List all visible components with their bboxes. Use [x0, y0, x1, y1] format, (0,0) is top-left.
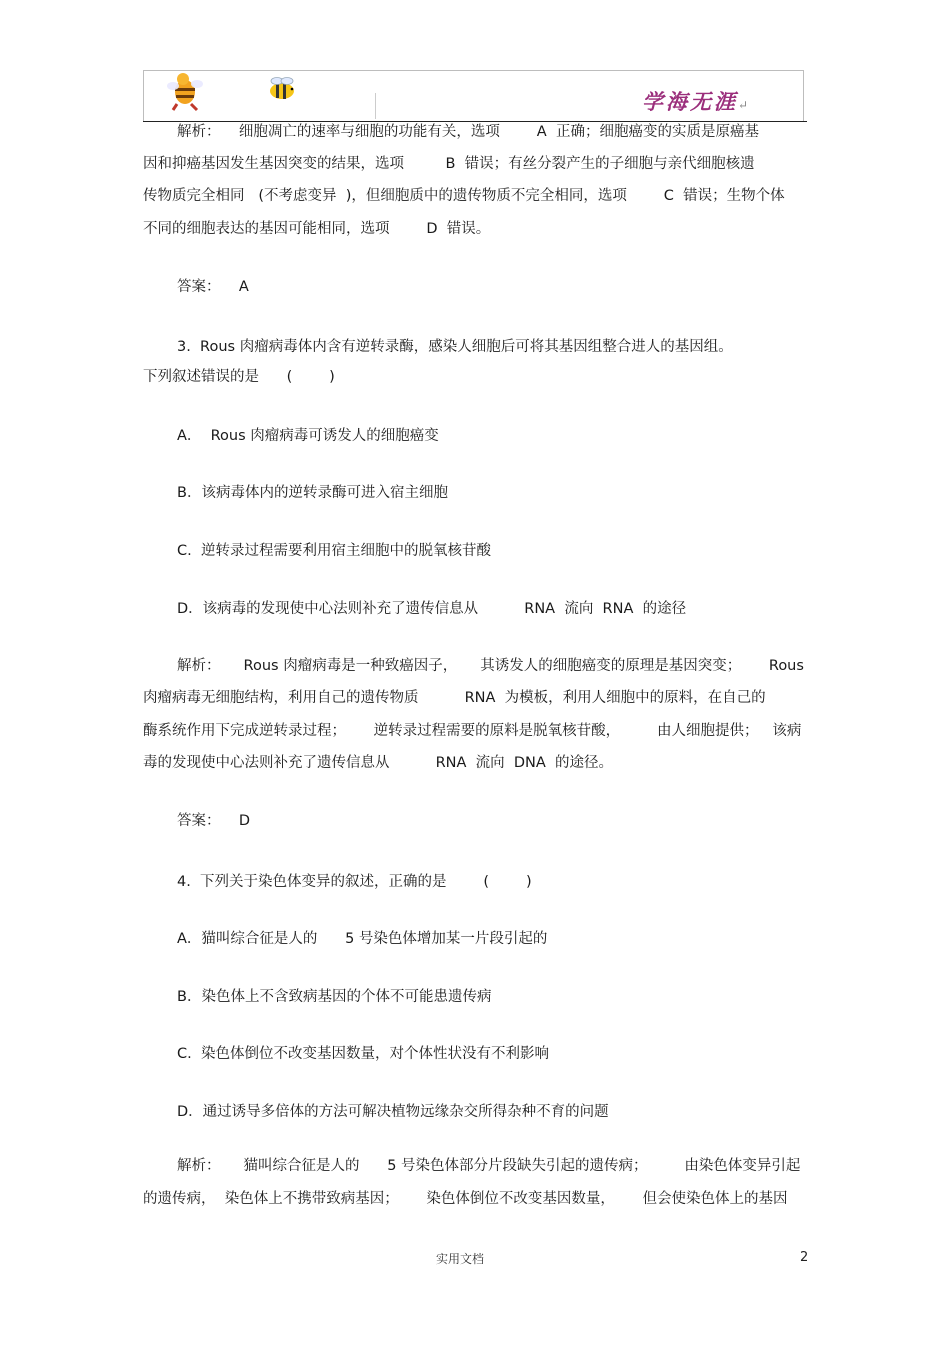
answer-line: 答案： A [177, 279, 249, 295]
text-line: 肉瘤病毒无细胞结构，利用自己的遗传物质 RNA 为模板，利用人细胞中的原料，在自己的 [143, 690, 766, 706]
option-d: D．该病毒的发现使中心法则补充了遗传信息从 RNA 流向 RNA 的途径 [177, 601, 687, 617]
option-b: B．该病毒体内的逆转录酶可进入宿主细胞 [177, 485, 448, 501]
question-3-title: 3. Rous 肉瘤病毒体内含有逆转录酶，感染人细胞后可将其基因组整合进人的基因组。 [177, 339, 733, 355]
page-number: 2 [800, 1250, 809, 1265]
text-line: 传物质完全相同 (不考虑变异 )，但细胞质中的遗传物质不完全相同，选项 C 错误；生物个体 [143, 188, 785, 204]
text-line: 解析： Rous 肉瘤病毒是一种致癌因子， 其诱发人的细胞癌变的原理是基因突变； Rous [177, 658, 804, 674]
text-line: 因和抑癌基因发生基因突变的结果，选项 B 错误；有丝分裂产生的子细胞与亲代细胞核遗 [143, 156, 755, 172]
text-line: 的遗传病， 染色体上不携带致病基因； 染色体倒位不改变基因数量， 但会使染色体上的基因 [143, 1191, 788, 1207]
answer-line: 答案： D [177, 813, 251, 829]
header-divider [375, 93, 376, 119]
text-line: 毒的发现使中心法则补充了遗传信息从 RNA 流向 DNA 的途径。 [143, 755, 614, 771]
footer-label: 实用文档 [436, 1252, 485, 1266]
option-a: A．猫叫综合征是人的 5 号染色体增加某一片段引起的 [177, 931, 548, 947]
text-line: 酶系统作用下完成逆转录过程； 逆转录过程需要的原料是脱氧核苷酸， 由人细胞提供； 该病 [143, 723, 802, 739]
question-4-title: 4. 下列关于染色体变异的叙述，正确的是 ( ) [177, 874, 532, 890]
option-d: D．通过诱导多倍体的方法可解决植物远缘杂交所得杂种不育的问题 [177, 1104, 609, 1120]
text-line: 不同的细胞表达的基因可能相同，选项 D 错误。 [143, 221, 491, 237]
header-motto: 学海无涯↵ [642, 89, 749, 114]
option-b: B．染色体上不含致病基因的个体不可能患遗传病 [177, 989, 492, 1005]
option-c: C. 染色体倒位不改变基因数量，对个体性状没有不利影响 [177, 1046, 549, 1062]
option-c: C. 逆转录过程需要利用宿主细胞中的脱氧核苷酸 [177, 543, 491, 559]
option-a: A． Rous 肉瘤病毒可诱发人的细胞癌变 [177, 428, 439, 444]
text-line: 解析： 猫叫综合征是人的 5 号染色体部分片段缺失引起的遗传病； 由染色体变异引起 [177, 1158, 801, 1174]
bee-mascot-icon [163, 70, 209, 112]
question-3-prompt: 下列叙述错误的是 ( ) [143, 369, 335, 385]
bee-icon [265, 76, 299, 102]
text-line: 解析： 细胞凋亡的速率与细胞的功能有关，选项 A 正确；细胞癌变的实质是原癌基 [177, 124, 759, 140]
